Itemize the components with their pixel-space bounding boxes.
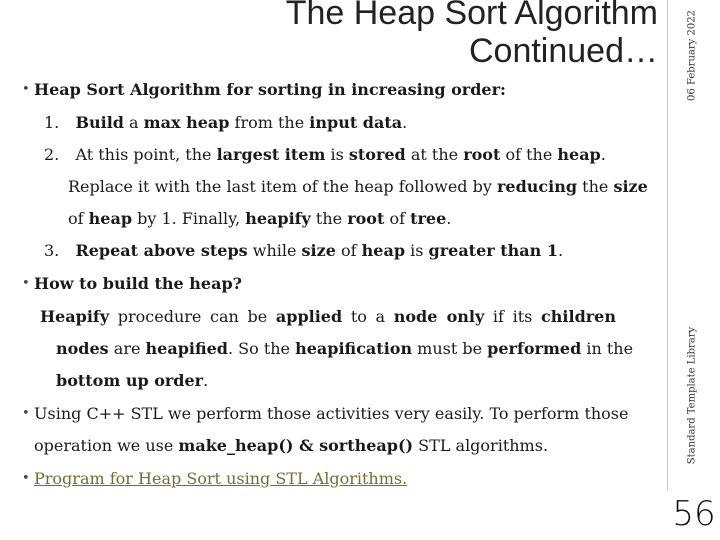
step-text: of	[384, 209, 411, 228]
bullet-stl-line-2	[34, 430, 548, 462]
step-text: size	[301, 241, 336, 260]
bullet-heading-sort	[34, 74, 506, 106]
step-text: stored	[348, 145, 406, 164]
bullet-dot: •	[22, 406, 30, 421]
heading-text: How to build the heap?	[34, 274, 243, 293]
stl-text: STL algorithms.	[413, 436, 549, 455]
step-text: heap	[557, 145, 601, 164]
step-text: .	[557, 241, 564, 260]
stl-text: Using C++ STL we perform those activities very easily. To perform those	[34, 404, 629, 423]
step-1	[44, 107, 407, 139]
stl-text: operation we use	[34, 436, 179, 455]
step-number: 3.	[44, 241, 60, 260]
bullet-stl-line-1	[34, 398, 628, 430]
stl-text: make_heap() & sortheap()	[178, 436, 414, 455]
step-2-line-1	[44, 139, 606, 171]
step-text: while	[247, 241, 302, 260]
page-number: 56	[668, 488, 720, 540]
step-text: of	[335, 241, 362, 260]
step-text: tree	[410, 209, 447, 228]
step-text: Replace it with the last item of the heap followed by	[68, 177, 497, 196]
step-number: 2.	[44, 145, 60, 164]
sub-text: heapified	[145, 339, 228, 358]
sub-text: children	[541, 307, 616, 326]
step-text: is	[405, 241, 429, 260]
step-3	[44, 235, 563, 267]
step-text: heap	[88, 209, 133, 228]
sub-text: procedure can be	[109, 307, 276, 326]
bullet-dot: •	[22, 82, 30, 97]
step-text: of the	[500, 145, 558, 164]
step-text: of	[68, 209, 89, 228]
sub-bullet-line-1	[40, 301, 636, 333]
step-text: root	[347, 209, 385, 228]
step-text: at the	[405, 145, 464, 164]
sub-text: Heapify	[40, 307, 110, 326]
sub-text: are	[108, 339, 146, 358]
title-line-2: Continued…	[468, 32, 658, 70]
sub-bullet-line-2	[56, 333, 633, 365]
step-text: input data	[309, 113, 403, 132]
step-text: heap	[361, 241, 406, 260]
step-text: from the	[229, 113, 310, 132]
step-text: greater than 1	[428, 241, 558, 260]
step-text: reducing	[497, 177, 578, 196]
step-text: largest item	[216, 145, 326, 164]
sub-text: nodes	[56, 339, 109, 358]
sub-text: must be	[412, 339, 488, 358]
step-text: by 1. Finally,	[132, 209, 246, 228]
bullet-link	[34, 463, 407, 495]
step-text: the	[577, 177, 614, 196]
step-text: heapify	[245, 209, 311, 228]
sub-text: . So the	[227, 339, 296, 358]
step-text: is	[325, 145, 349, 164]
step-text: the	[310, 209, 348, 228]
sub-text: to a	[342, 307, 394, 326]
library-label: Standard Template Library	[686, 326, 698, 465]
step-text: root	[463, 145, 501, 164]
step-text: Build	[75, 113, 124, 132]
sub-text: applied	[275, 307, 343, 326]
sub-text: .	[203, 371, 209, 390]
sub-text: node only	[393, 307, 485, 326]
sub-text: in the	[581, 339, 634, 358]
step-text: max heap	[143, 113, 230, 132]
step-text: .	[402, 113, 408, 132]
sub-bullet-line-3	[56, 365, 208, 397]
sidebar-divider	[667, 0, 668, 490]
step-text: At this point, the	[75, 145, 217, 164]
bullet-dot: •	[22, 276, 30, 291]
step-number: 1.	[44, 113, 60, 132]
sub-text: performed	[487, 339, 582, 358]
step-text: size	[613, 177, 648, 196]
sub-text: bottom up order	[56, 371, 204, 390]
bullet-heading-build	[34, 268, 242, 300]
step-2-line-3	[68, 203, 451, 235]
heading-text: Heap Sort Algorithm for sorting in increasing order:	[34, 80, 506, 99]
title-line-1: The Heap Sort Algorithm	[285, 0, 658, 32]
step-2-line-2	[68, 171, 648, 203]
step-text: .	[600, 145, 606, 164]
date-label: 06 February 2022	[686, 10, 698, 101]
bullet-dot: •	[22, 471, 30, 486]
sub-text: if its	[484, 307, 542, 326]
step-text: .	[446, 209, 452, 228]
sub-text: heapification	[295, 339, 413, 358]
step-text: Repeat above steps	[75, 241, 248, 260]
step-text: a	[123, 113, 144, 132]
heap-sort-program-link[interactable]: Program for Heap Sort using STL Algorithms.	[34, 469, 408, 488]
